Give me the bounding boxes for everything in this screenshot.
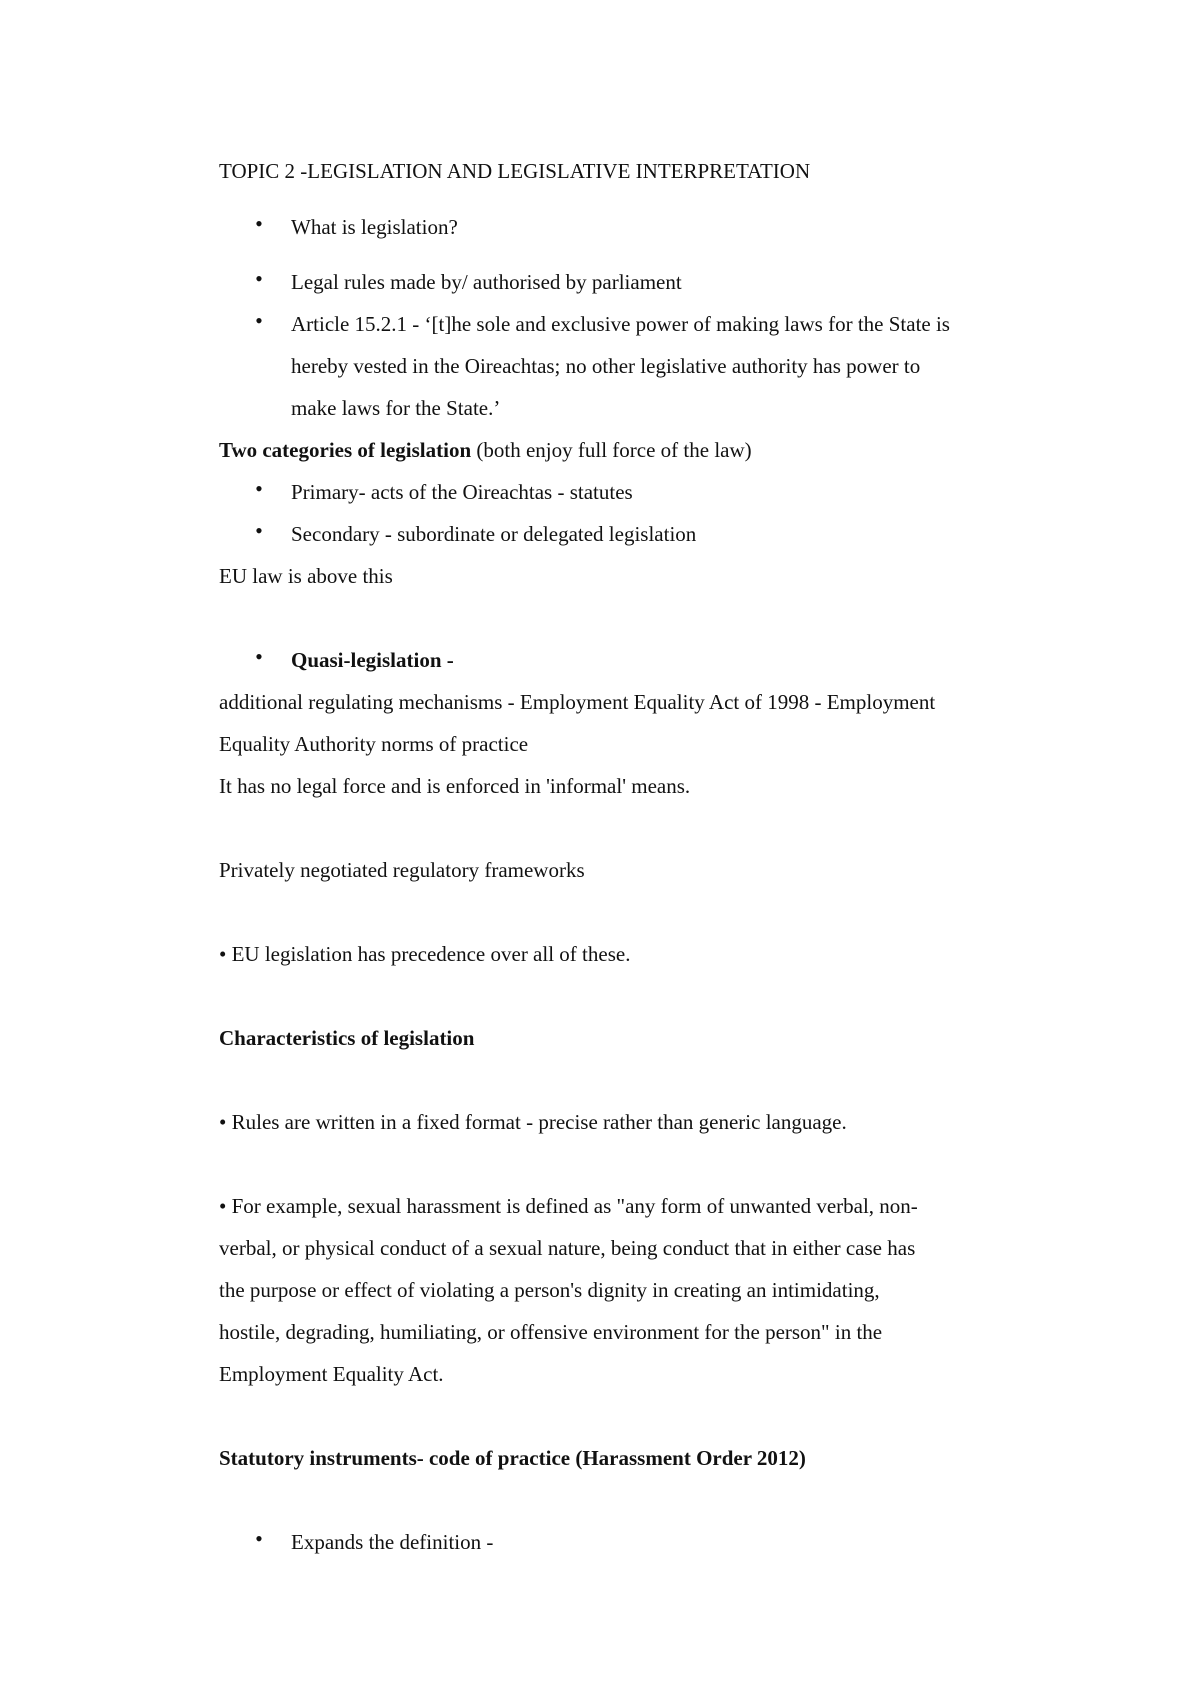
- list-item: Secondary - subordinate or delegated legislation: [291, 522, 697, 546]
- bullet-icon: •: [255, 308, 263, 333]
- categories-note: (both enjoy full force of the law): [471, 438, 752, 462]
- paragraph: EU law is above this: [219, 564, 393, 588]
- paragraph: • EU legislation has precedence over all of these.: [219, 942, 631, 966]
- list-item: Expands the definition -: [291, 1530, 494, 1554]
- paragraph: the purpose or effect of violating a person's dignity in creating an intimidating,: [219, 1278, 880, 1302]
- list-item-continuation: make laws for the State.’: [291, 396, 501, 420]
- paragraph: • Rules are written in a fixed format - precise rather than generic language.: [219, 1110, 847, 1134]
- categories-label: Two categories of legislation: [219, 438, 472, 462]
- page-title: TOPIC 2 -LEGISLATION AND LEGISLATIVE INTERPRETATION: [219, 159, 811, 183]
- bullet-icon: •: [255, 211, 263, 236]
- paragraph: hostile, degrading, humiliating, or offensive environment for the person" in the: [219, 1320, 883, 1344]
- paragraph: Equality Authority norms of practice: [219, 732, 529, 756]
- section-heading: Statutory instruments- code of practice (Harassment Order 2012): [219, 1446, 806, 1470]
- paragraph: It has no legal force and is enforced in 'informal' means.: [219, 774, 691, 798]
- bullet-icon: •: [255, 476, 263, 501]
- section-heading: Characteristics of legislation: [219, 1026, 475, 1050]
- list-item: Legal rules made by/ authorised by parliament: [291, 270, 682, 294]
- paragraph: additional regulating mechanisms - Employment Equality Act of 1998 - Employment: [219, 690, 936, 714]
- bullet-icon: •: [255, 266, 263, 291]
- list-item: Primary- acts of the Oireachtas - statutes: [291, 480, 633, 504]
- bullet-icon: •: [255, 644, 263, 669]
- paragraph: • For example, sexual harassment is defined as "any form of unwanted verbal, non-: [219, 1194, 918, 1218]
- paragraph: Employment Equality Act.: [219, 1362, 444, 1386]
- list-item: What is legislation?: [291, 215, 458, 239]
- bullet-icon: •: [255, 518, 263, 543]
- list-item-bold: Quasi-legislation -: [291, 648, 454, 672]
- bullet-icon: •: [255, 1526, 263, 1551]
- list-item: Article 15.2.1 - ‘[t]he sole and exclusive power of making laws for the State is: [291, 312, 950, 336]
- categories-paragraph: [219, 440, 752, 461]
- paragraph: Privately negotiated regulatory frameworks: [219, 858, 585, 882]
- paragraph: verbal, or physical conduct of a sexual nature, being conduct that in either case has: [219, 1236, 916, 1260]
- list-item-continuation: hereby vested in the Oireachtas; no other legislative authority has power to: [291, 354, 921, 378]
